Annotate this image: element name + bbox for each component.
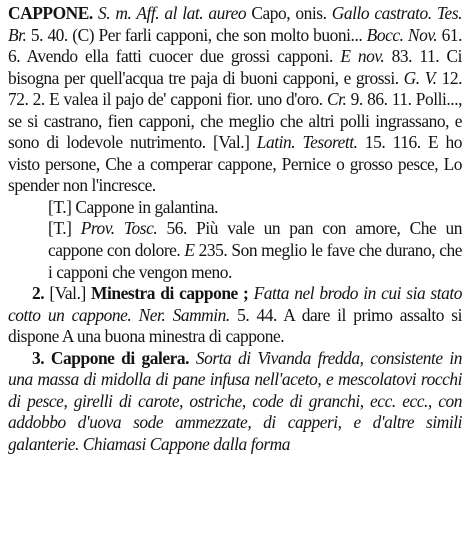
- citation-text: 12. 72. 2. E valea il pajo de' capponi fior. uno d'oro.: [8, 67, 462, 110]
- headword: CAPPONE.: [8, 3, 93, 23]
- citation-text: 235. Son meglio le fave che durano, che i capponi che vengon meno.: [48, 240, 462, 282]
- definition: Gallo castrato.: [331, 3, 432, 23]
- sense-head: Cappone di galera.: [50, 347, 190, 368]
- citation-source: Cr.: [326, 89, 347, 110]
- citation-source: Bocc. Nov.: [366, 24, 438, 45]
- citation-source: G. V.: [403, 67, 437, 88]
- entry-minestra: [8, 283, 462, 348]
- citation-text: 83. 11. Ci bisogna per quell'acqua tre paja di buoni capponi, e grossi.: [8, 46, 463, 88]
- citation-source: Ner. Sammin.: [138, 304, 230, 325]
- sense-head: Minestra di cappone ;: [91, 283, 249, 304]
- grammar-note: S. m. Aff. al lat. aureo: [98, 3, 247, 23]
- citation-text: 5. 44. A dare il primo assalto si dispone A una buona minestra di cappone.: [8, 304, 462, 347]
- sub-entry-text: Cappone in galantina.: [75, 196, 219, 217]
- tag-marker: [T.]: [48, 218, 72, 239]
- sub-entry-galantina: [48, 197, 462, 219]
- sub-entry-proverb: [48, 218, 462, 283]
- definition: Sorta di Vivanda fredda, consistente in una massa di midolla di pane infusa nell'aceto, e mescolatovi rocchi di pesce, girelli di carote, ostriche, code di granchi, ecc. ecc., con addobbo d'uova sode ammezzate, di capperi, e d'altre simili galanterie. Chiamasi Cappone dalla forma: [8, 347, 462, 454]
- etymology: Capo, onis.: [251, 3, 327, 23]
- sense-number: 3.: [32, 347, 45, 368]
- citation-text: 9. 86. 11. Polli..., se si castrano, fien capponi, che meglio che altri polli ingrassano, e sono di lodevole nutrimento. [Val.]: [8, 89, 463, 153]
- citation-text: 5. 40. (C) Per farli capponi, che son molto buoni...: [30, 24, 363, 45]
- citation-source: E nov.: [340, 46, 385, 67]
- citation-text: 15. 116. E ho visto persone, Che a comperar cappone, Pernice o grosso pesce, Lo spender non l'incresce.: [8, 132, 462, 196]
- citation-source: Tes. Br.: [8, 3, 463, 45]
- citation-source: Prov. Tosc.: [80, 218, 158, 239]
- entry-galera: [8, 348, 462, 456]
- sense-number: 2.: [32, 283, 45, 304]
- citation-source: Latin. Tesorett.: [256, 132, 358, 153]
- definition: Fatta nel brodo in cui sia stato cotto un cappone.: [8, 283, 463, 325]
- entry-cappone: [8, 0, 462, 197]
- tag-marker: [Val.]: [49, 283, 86, 304]
- citation-source: E: [184, 240, 195, 261]
- citation-text: 61. 6. Avendo ella fatti cuocer due grossi capponi.: [8, 24, 463, 67]
- citation-text: 56. Più vale un pan con amore, Che un cappone con dolore.: [48, 218, 462, 261]
- tag-marker: [T.]: [48, 196, 72, 217]
